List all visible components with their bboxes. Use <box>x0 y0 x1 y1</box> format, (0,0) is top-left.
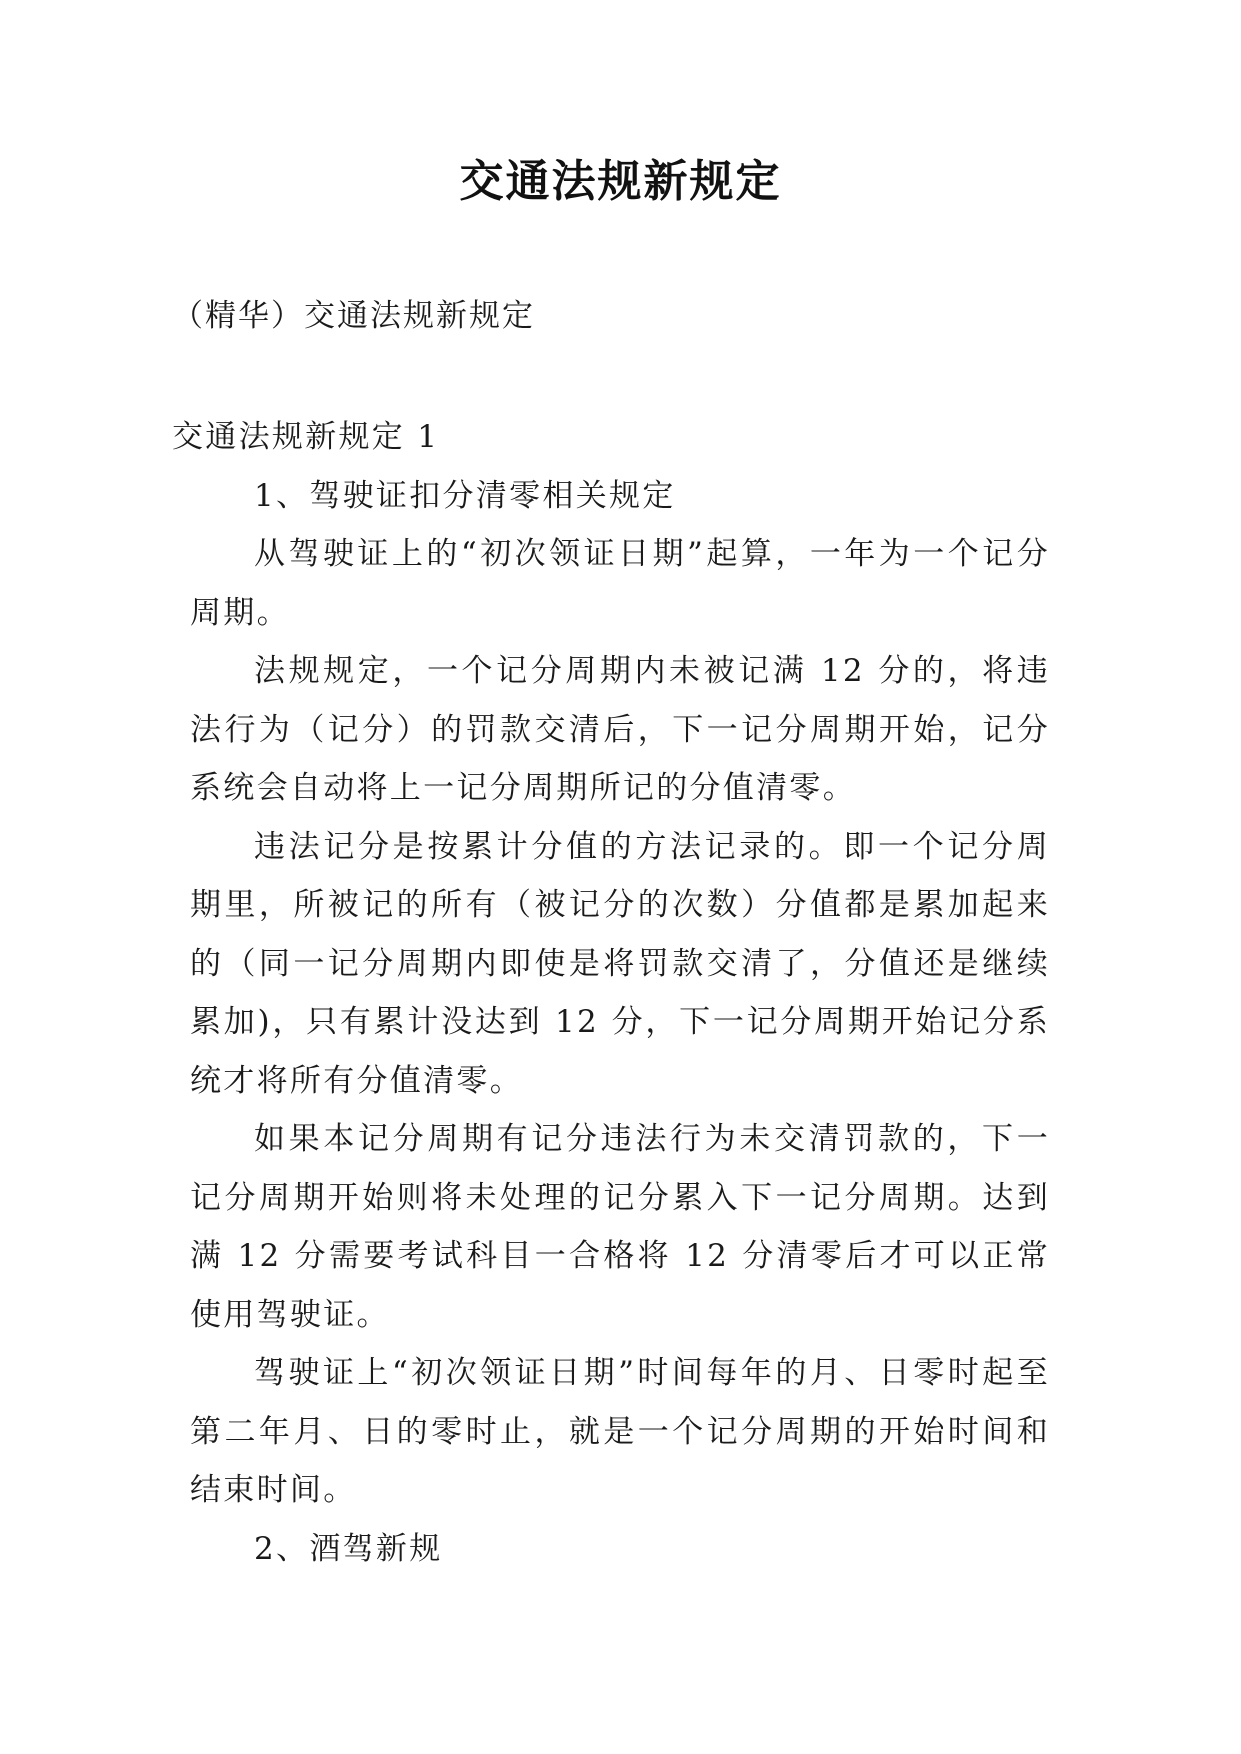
paragraph: 如果本记分周期有记分违法行为未交清罚款的，下一记分周期开始则将未处理的记分累入下一记分周期。达到满 12 分需要考试科目一合格将 12 分清零后才可以正常使用驾驶证。 <box>190 1121 1050 1333</box>
section-heading: 交通法规新规定 1 <box>172 419 440 455</box>
document-title: 交通法规新规定 <box>459 156 782 207</box>
paragraph: 法规规定，一个记分周期内未被记满 12 分的，将违法行为（记分）的罚款交清后，下一记分周期开始，记分系统会自动将上一记分周期所记的分值清零。 <box>190 653 1050 806</box>
document-subtitle: （精华）交通法规新规定 <box>172 298 535 334</box>
document-body <box>172 408 1050 1578</box>
paragraph: 驾驶证上“初次领证日期”时间每年的月、日零时起至第二年月、日的零时止，就是一个记分周期的开始时间和结束时间。 <box>190 1355 1050 1508</box>
paragraph: 违法记分是按累计分值的方法记录的。即一个记分周期里，所被记的所有（被记分的次数）分值都是累加起来的（同一记分周期内即使是将罚款交清了，分值还是继续累加)，只有累计没达到 12 分，下一记分周期开始记分系统才将所有分值清零。 <box>190 828 1050 1099</box>
paragraph-item-heading: 1、驾驶证扣分清零相关规定 <box>254 477 676 514</box>
paragraph: 从驾驶证上的“初次领证日期”起算，一年为一个记分周期。 <box>190 536 1050 631</box>
paragraph-item-heading: 2、酒驾新规 <box>254 1530 443 1567</box>
